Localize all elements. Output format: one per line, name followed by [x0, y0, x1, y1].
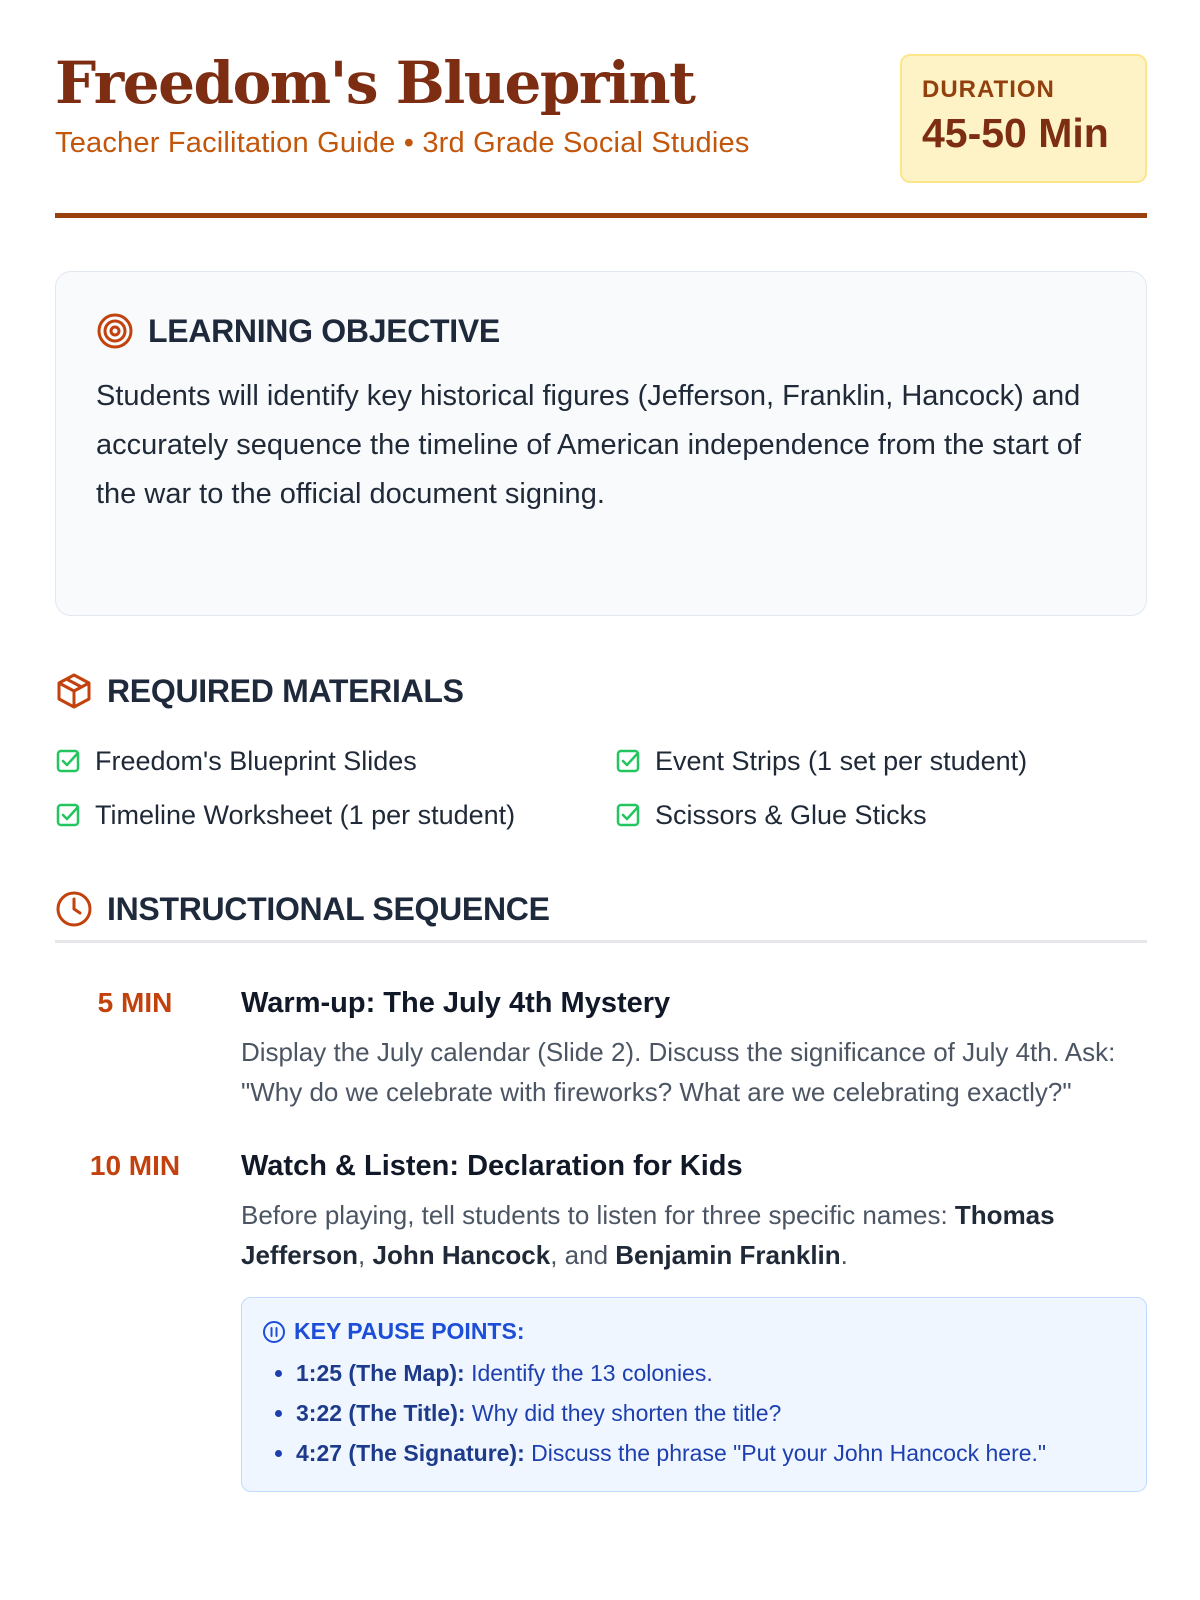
material-label: Timeline Worksheet (1 per student) [95, 799, 516, 830]
lesson-guide-page [55, 0, 1147, 1466]
separator: , [358, 1240, 373, 1270]
sequence-step [55, 1150, 1147, 1492]
materials-heading: REQUIRED MATERIALS [107, 672, 464, 709]
step-duration: 5 MIN [97, 987, 173, 1018]
required-materials-section [55, 672, 1147, 834]
pause-point [296, 1393, 1126, 1433]
materials-heading-row [55, 672, 1147, 710]
instructional-sequence-section [55, 890, 1147, 1492]
sequence-heading: INSTRUCTIONAL SEQUENCE [107, 890, 550, 927]
key-name: John Hancock [372, 1240, 551, 1270]
material-item [615, 742, 1147, 780]
duration-badge [900, 54, 1147, 183]
checkbox-checked-icon [615, 802, 641, 828]
step-description: Display the July calendar (Slide 2). Discuss the significance of July 4th. Ask: "Why do we celebrate with fireworks? What are we celebrating exactly?" [241, 1037, 1116, 1107]
target-icon [96, 312, 134, 350]
pause-point-text: Discuss the phrase "Put your John Hancock here." [524, 1440, 1047, 1466]
key-name: Benjamin Franklin [615, 1240, 841, 1270]
step-description-text: Before playing, tell students to listen for three specific names: [241, 1200, 955, 1230]
sequence-heading-row [55, 890, 1147, 943]
pause-points-list [262, 1353, 1126, 1473]
checkbox-checked-icon [615, 748, 641, 774]
page-subtitle: Teacher Facilitation Guide • 3rd Grade Social Studies [55, 127, 750, 159]
separator: . [840, 1240, 848, 1270]
materials-list [55, 742, 1147, 834]
material-label: Scissors & Glue Sticks [655, 799, 927, 830]
step-title: Watch & Listen: Declaration for Kids [241, 1150, 743, 1182]
page-title: Freedom's Blueprint [55, 49, 695, 117]
checkbox-checked-icon [55, 748, 81, 774]
learning-objective-card [55, 271, 1147, 616]
material-item [55, 742, 615, 780]
pause-point [296, 1433, 1126, 1473]
material-item [615, 796, 1147, 834]
pause-points-heading: KEY PAUSE POINTS: [294, 1318, 525, 1344]
pause-point-text: Why did they shorten the title? [465, 1400, 782, 1426]
objective-heading: LEARNING OBJECTIVE [148, 312, 500, 349]
duration-label: DURATION [922, 76, 1055, 103]
step-title: Warm-up: The July 4th Mystery [241, 987, 671, 1019]
objective-heading-row [96, 312, 1106, 350]
pause-points-heading-row [262, 1318, 1126, 1345]
sequence-step [55, 987, 1147, 1112]
step-duration: 10 MIN [89, 1150, 181, 1181]
key-pause-points-box [241, 1297, 1147, 1492]
pause-point [296, 1353, 1126, 1393]
step-description [241, 1195, 1147, 1275]
step-body [241, 1150, 1147, 1492]
pause-point-label: 3:22 (The Title): [296, 1400, 466, 1426]
material-label: Freedom's Blueprint Slides [95, 745, 417, 776]
step-body [241, 987, 1147, 1112]
material-label: Event Strips (1 set per student) [655, 745, 1028, 776]
pause-point-label: 4:27 (The Signature): [296, 1440, 525, 1466]
pause-icon [262, 1320, 286, 1344]
page-header [55, 0, 1147, 218]
checkbox-checked-icon [55, 802, 81, 828]
pause-point-text: Identify the 13 colonies. [464, 1360, 713, 1386]
duration-value: 45-50 Min [922, 110, 1109, 156]
objective-text: Students will identify key historical figures (Jefferson, Franklin, Hancock) and accurately sequence the timeline of American independence from the start of the war to the official document signing. [96, 380, 1081, 510]
pause-point-label: 1:25 (The Map): [296, 1360, 465, 1386]
material-item [55, 796, 615, 834]
key-name: Thomas Jefferson [241, 1200, 1055, 1270]
box-icon [55, 672, 93, 710]
separator: , and [550, 1240, 616, 1270]
clock-icon [55, 890, 93, 928]
